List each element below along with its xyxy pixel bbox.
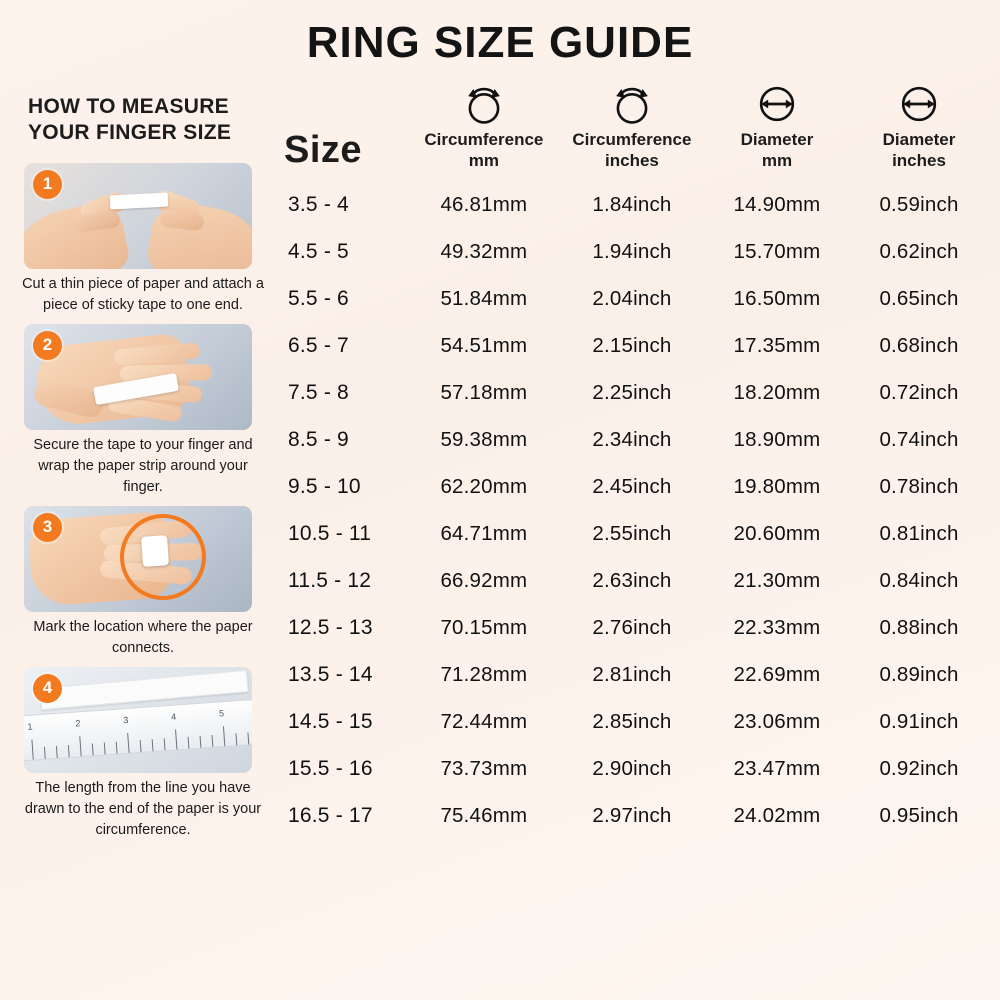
cell-size: 12.5 - 13 [288,616,373,639]
cell-circumference-inches: 1.94inch [592,240,672,263]
column-header-size: Size [284,128,363,171]
table-row [280,558,990,605]
cell-circumference-inches: 2.90inch [592,757,672,780]
cell-diameter-mm: 24.02mm [733,804,821,827]
cell-circumference-mm: 54.51mm [440,334,528,357]
table-row [280,182,990,229]
circumference-icon [454,82,514,126]
cell-circumference-mm: 72.44mm [440,710,528,733]
step-1-illustration [24,163,252,269]
step-2-illustration [24,324,252,430]
step-3-badge: 3 [33,513,62,542]
cell-size: 4.5 - 5 [288,240,349,263]
step-3-caption: Mark the location where the paper connects. [33,618,253,656]
cell-circumference-mm: 73.73mm [440,757,528,780]
column-header-line2: inches [892,151,946,171]
cell-diameter-inches: 0.78inch [879,475,959,498]
cell-size: 11.5 - 12 [288,569,372,592]
page-title: RING SIZE GUIDE [306,18,694,67]
cell-circumference-mm: 66.92mm [440,569,528,592]
cell-diameter-inches: 0.88inch [879,616,959,639]
cell-diameter-inches: 0.74inch [879,428,959,451]
cell-circumference-mm: 71.28mm [440,663,528,686]
step-4-badge: 4 [33,674,62,703]
cell-diameter-inches: 0.84inch [879,569,959,592]
cell-diameter-mm: 18.20mm [733,381,821,404]
column-header-diameter-inches [848,82,990,182]
step-2-badge: 2 [33,331,62,360]
step-1-badge: 1 [33,170,62,199]
table-row [280,370,990,417]
cell-circumference-inches: 2.45inch [592,475,672,498]
column-header-line2: mm [468,151,499,171]
cell-size: 8.5 - 9 [288,428,349,451]
diameter-icon [889,82,949,126]
step-4-illustration [24,667,252,773]
cell-circumference-mm: 59.38mm [440,428,528,451]
cell-size: 9.5 - 10 [288,475,361,498]
cell-diameter-mm: 23.47mm [733,757,821,780]
cell-diameter-inches: 0.91inch [879,710,959,733]
cell-circumference-inches: 2.15inch [592,334,672,357]
column-header-line2: mm [761,151,793,171]
table-row [280,417,990,464]
cell-diameter-inches: 0.89inch [879,663,959,686]
diameter-icon [747,82,807,126]
cell-circumference-inches: 2.55inch [592,522,672,545]
cell-diameter-inches: 0.72inch [879,381,959,404]
cell-circumference-inches: 2.76inch [592,616,672,639]
cell-diameter-inches: 0.65inch [879,287,959,310]
cell-diameter-inches: 0.92inch [879,757,959,780]
cell-circumference-inches: 2.85inch [592,710,672,733]
cell-circumference-mm: 57.18mm [440,381,528,404]
cell-diameter-mm: 23.06mm [733,710,821,733]
circumference-icon [602,82,662,126]
cell-circumference-mm: 64.71mm [440,522,528,545]
step-2 [20,324,272,498]
cell-circumference-inches: 2.34inch [592,428,672,451]
guide-body [0,68,1000,849]
cell-circumference-inches: 2.25inch [592,381,672,404]
step-3 [20,506,272,659]
cell-size: 7.5 - 8 [288,381,349,404]
cell-diameter-mm: 19.80mm [733,475,821,498]
column-header-line1: Circumference [424,130,544,149]
table-row [280,511,990,558]
table-row [280,793,990,840]
table-row [280,276,990,323]
column-header-line1: Diameter [882,130,956,149]
cell-size: 13.5 - 14 [288,663,373,686]
table-header-row [280,82,990,182]
cell-circumference-inches: 2.04inch [592,287,672,310]
cell-circumference-mm: 75.46mm [440,804,528,827]
cell-circumference-mm: 51.84mm [440,287,528,310]
step-4-caption: The length from the line you have drawn to the end of the paper is your circumference. [24,779,262,838]
table-row [280,605,990,652]
ruler-shape: 1 2 3 4 5 [24,698,252,761]
table-row [280,746,990,793]
cell-diameter-inches: 0.68inch [879,334,959,357]
column-header-line1: Diameter [740,130,814,149]
cell-circumference-inches: 2.97inch [592,804,672,827]
step-3-illustration [24,506,252,612]
step-1-caption: Cut a thin piece of paper and attach a piece of sticky tape to one end. [22,275,264,313]
cell-circumference-inches: 2.63inch [592,569,672,592]
cell-diameter-mm: 14.90mm [733,193,821,216]
cell-circumference-mm: 70.15mm [440,616,528,639]
cell-size: 3.5 - 4 [288,193,349,216]
cell-circumference-mm: 49.32mm [440,240,528,263]
step-2-caption: Secure the tape to your finger and wrap the paper strip around your finger. [33,436,253,495]
cell-diameter-mm: 22.33mm [733,616,821,639]
column-header-circumference-inches [558,82,706,182]
cell-circumference-mm: 62.20mm [440,475,528,498]
table-row [280,464,990,511]
cell-size: 16.5 - 17 [288,804,373,827]
cell-circumference-mm: 46.81mm [440,193,528,216]
size-table-panel [272,82,990,849]
ring-size-table [280,82,990,840]
cell-size: 10.5 - 11 [288,522,372,545]
cell-circumference-inches: 2.81inch [592,663,672,686]
table-row [280,229,990,276]
cell-size: 6.5 - 7 [288,334,349,357]
cell-diameter-inches: 0.95inch [879,804,959,827]
cell-diameter-mm: 18.90mm [733,428,821,451]
cell-diameter-mm: 21.30mm [733,569,821,592]
cell-diameter-mm: 16.50mm [733,287,821,310]
column-header-diameter-mm [706,82,848,182]
highlight-circle-icon [120,514,206,600]
how-to-measure-heading: HOW TO MEASURE YOUR FINGER SIZE [28,95,232,145]
cell-diameter-inches: 0.62inch [879,240,959,263]
cell-size: 15.5 - 16 [288,757,373,780]
column-header-line2: inches [605,151,659,171]
cell-diameter-mm: 15.70mm [733,240,821,263]
cell-diameter-mm: 17.35mm [733,334,821,357]
cell-size: 5.5 - 6 [288,287,349,310]
table-row [280,699,990,746]
paper-strip-shape [110,192,169,209]
cell-diameter-inches: 0.81inch [879,522,959,545]
column-header-circumference-mm [410,82,558,182]
table-row [280,323,990,370]
cell-diameter-mm: 22.69mm [733,663,821,686]
how-to-measure-panel [14,82,272,849]
step-4 [20,667,272,841]
column-header-line1: Circumference [572,130,692,149]
cell-circumference-inches: 1.84inch [592,193,672,216]
table-row [280,652,990,699]
cell-size: 14.5 - 15 [288,710,373,733]
step-1 [20,163,272,316]
table-body [280,182,990,840]
cell-diameter-inches: 0.59inch [879,193,959,216]
cell-diameter-mm: 20.60mm [733,522,821,545]
